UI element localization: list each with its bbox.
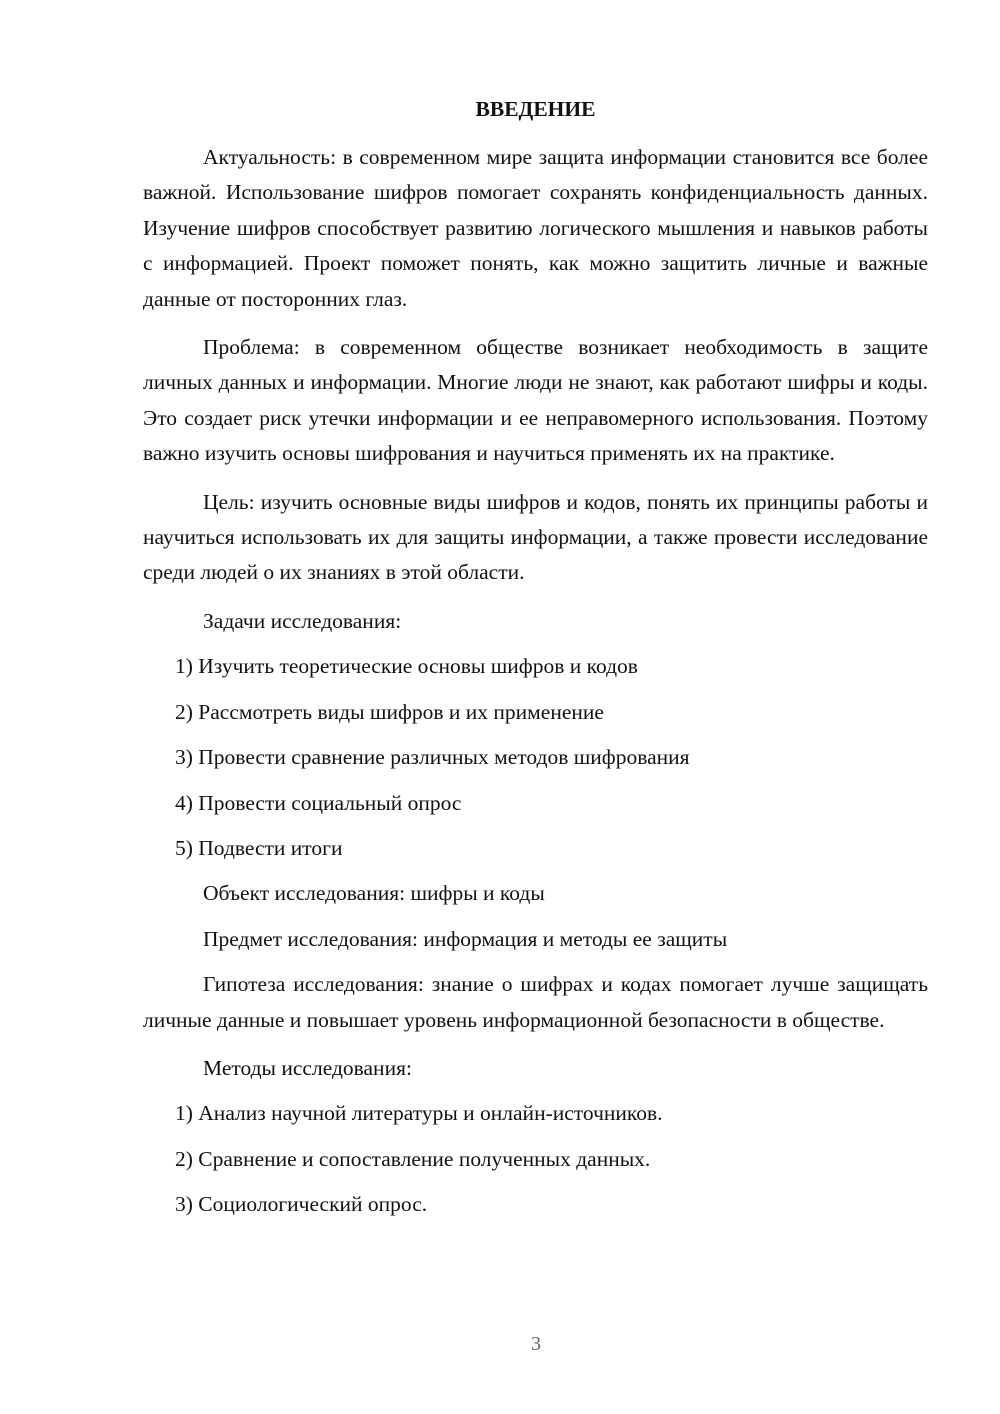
relevance-paragraph: Актуальность: в современном мире защита информации становится все более важной. Использование шифров помогает сохранять конфиденциальность данных. Изучение шифров способствует развитию логического мышления и навыков работы с информацией. Проект поможет понять, как можно защитить личные и важные данные от посторонних глаз.: [143, 145, 928, 311]
methods-list: [143, 1096, 928, 1222]
methods-heading: Методы исследования:: [203, 1055, 412, 1080]
goal-paragraph: Цель: изучить основные виды шифров и кодов, понять их принципы работы и научиться использовать их для защиты информации, а также провести исследование среди людей о их знаниях в этой области.: [143, 489, 928, 585]
list-item: 2) Сравнение и сопоставление полученных данных.: [175, 1146, 651, 1171]
research-object: Объект исследования: шифры и коды: [203, 881, 545, 906]
tasks-list: [143, 649, 928, 866]
list-item: 1) Анализ научной литературы и онлайн-источников.: [175, 1101, 663, 1126]
list-item: 4) Провести социальный опрос: [175, 790, 462, 815]
document-body: [143, 92, 928, 1233]
list-item: 3) Провести сравнение различных методов шифрования: [175, 745, 690, 770]
list-item: 5) Подвести итоги: [175, 835, 343, 860]
problem-paragraph: Проблема: в современном обществе возникает необходимость в защите личных данных и информации. Многие люди не знают, как работают шифры и коды. Это создает риск утечки информации и ее неправомерного использования. Поэтому важно изучить основы шифрования и научиться применять их на практике.: [143, 335, 928, 466]
research-subject: Предмет исследования: информация и методы ее защиты: [203, 926, 728, 951]
page-number: 3: [531, 1333, 541, 1355]
hypothesis-paragraph: Гипотеза исследования: знание о шифрах и кодах помогает лучше защищать личные данные и повышает уровень информационной безопасности в обществе.: [143, 972, 928, 1032]
list-item: 1) Изучить теоретические основы шифров и кодов: [175, 654, 638, 679]
list-item: 3) Социологический опрос.: [175, 1192, 428, 1217]
page-title: ВВЕДЕНИЕ: [475, 97, 596, 121]
tasks-heading: Задачи исследования:: [203, 608, 402, 633]
list-item: 2) Рассмотреть виды шифров и их применение: [175, 699, 604, 724]
